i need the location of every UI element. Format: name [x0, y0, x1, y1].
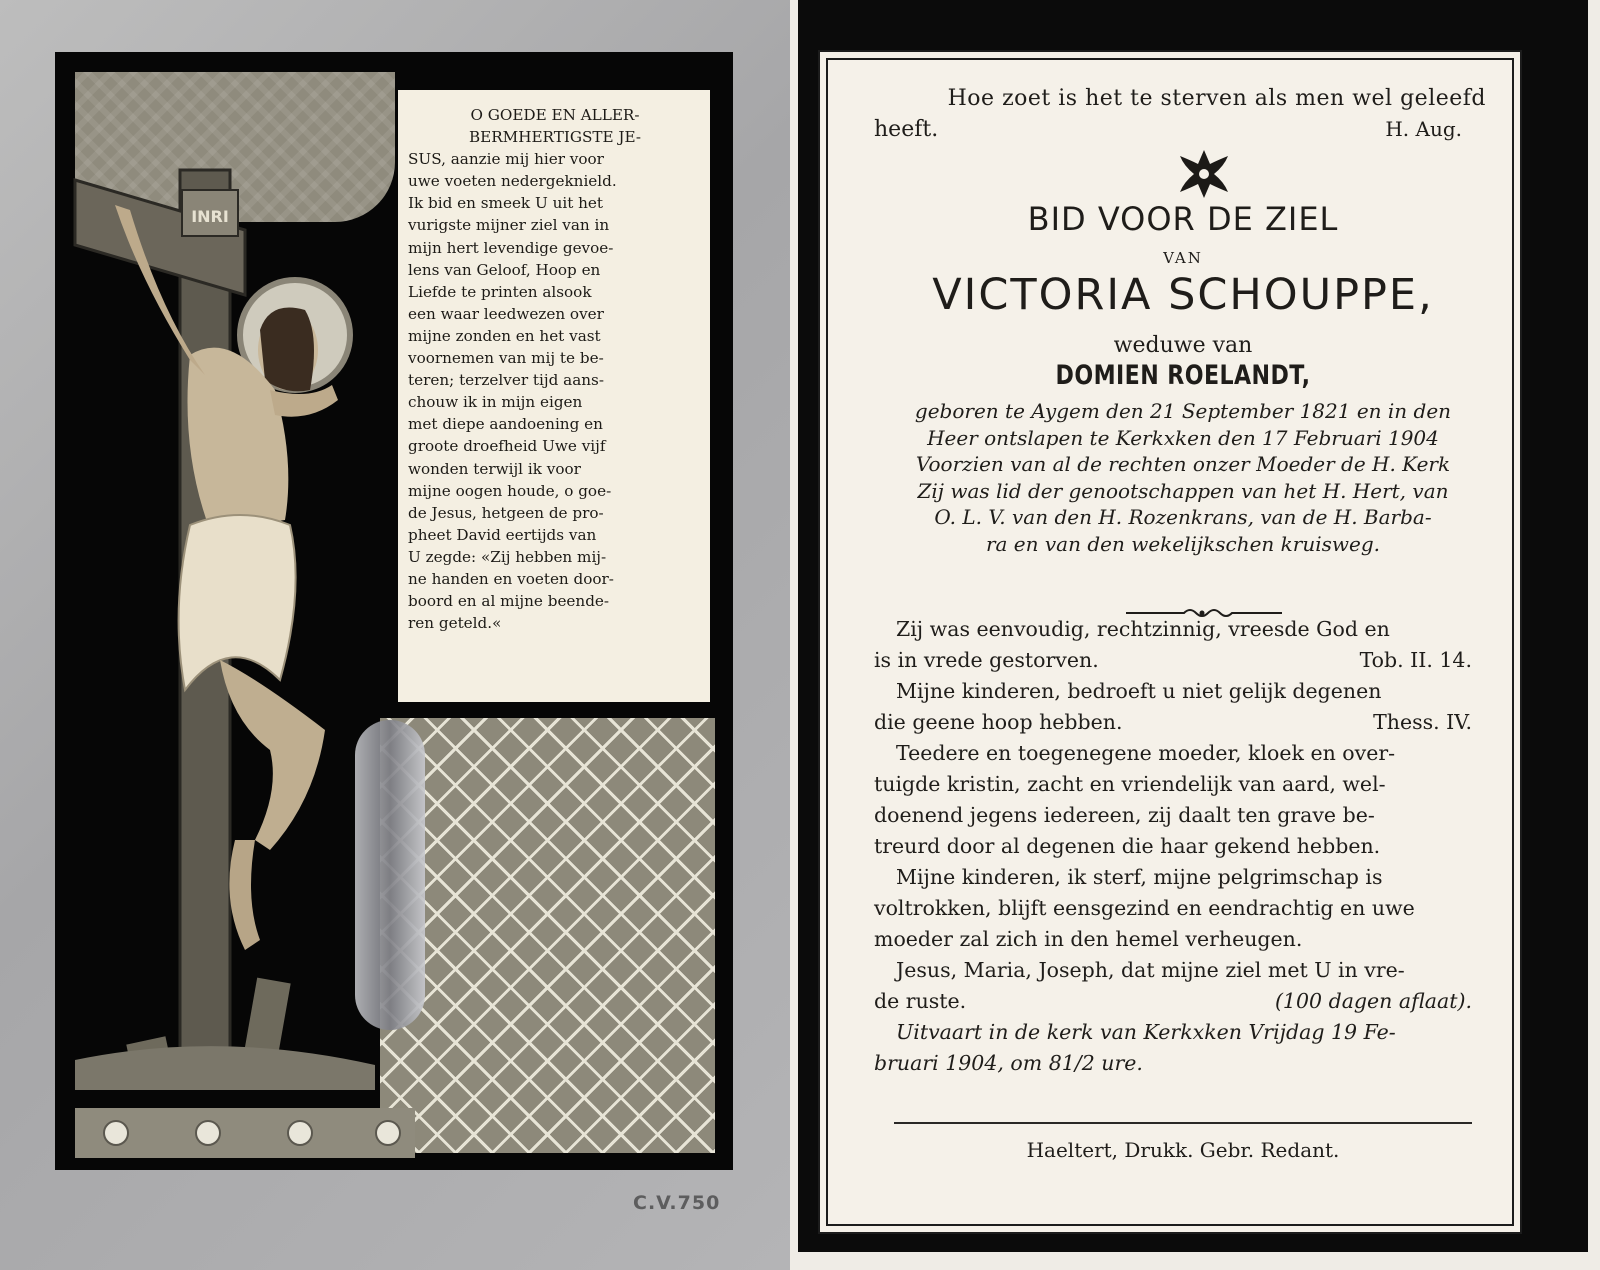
verse-line: Teedere en toegenegene moeder, kloek en over- — [896, 741, 1396, 765]
deceased-name: VICTORIA SCHOUPPE, — [932, 270, 1434, 320]
inri-plaque-text: INRI — [191, 207, 229, 226]
verse-line: moeder zal zich in den hemel verheugen. — [874, 927, 1303, 951]
prayer-text-box — [398, 90, 710, 702]
verse-line: treurd door al degenen die haar gekend hebben. — [874, 834, 1381, 858]
prayer-line: wonden terwijl ik voor — [408, 459, 581, 478]
prayer-line: mijne zonden en het vast — [408, 326, 601, 345]
prayer-line: de Jesus, hetgeen de pro- — [408, 503, 604, 522]
biography — [866, 398, 1500, 557]
verse-line: Mijne kinderen, bedroeft u niet gelijk degenen — [896, 679, 1382, 703]
epigraph-line: Hoe zoet is het te sterven als men wel geleefd — [947, 86, 1486, 111]
prayer-line: mijn hert levendige gevoe- — [408, 238, 614, 257]
prayer-line: uwe voeten nedergeknield. — [408, 172, 617, 191]
prayer-line: Liefde te printen alsook — [408, 282, 592, 301]
bio-line: Voorzien van al de rechten onzer Moeder de H. Kerk — [915, 452, 1451, 476]
prayer-line: lens van Geloof, Hoop en — [408, 260, 601, 279]
epigraph — [874, 83, 1492, 145]
bio-line: Heer ontslapen te Kerkxken den 17 Februari 1904 — [927, 425, 1439, 450]
verse-line: voltrokken, blijft eensgezind en eendrachtig en uwe — [874, 896, 1415, 920]
heading-van: VAN — [1163, 249, 1203, 267]
cross-pattee-icon — [1178, 148, 1230, 200]
prayer-line: ne handen en voeten door- — [408, 569, 614, 588]
verse-line: Zij was eenvoudig, rechtzinnig, vreesde God en — [896, 617, 1390, 641]
epigraph-attribution: H. Aug. — [1385, 117, 1462, 141]
verse-reference: Thess. IV. — [1373, 710, 1472, 734]
verse-reference: Tob. II. 14. — [1359, 648, 1472, 672]
printer-credit: Haeltert, Drukk. Gebr. Redant. — [1026, 1138, 1340, 1162]
verse-line: doenend jegens iedereen, zij daalt ten grave be- — [874, 803, 1375, 827]
spouse-name: DOMIEN ROELANDT, — [1055, 360, 1311, 391]
epigraph-line: heeft. — [874, 117, 939, 142]
prayer-line: U zegde: «Zij hebben mij- — [408, 547, 607, 566]
prayer-line: teren; terzelver tijd aans- — [408, 371, 604, 390]
widow-of: weduwe van — [1113, 333, 1253, 358]
prayer-line: BERMHERTIGSTE JE- — [468, 128, 642, 147]
verse-line: is in vrede gestorven. — [874, 648, 1099, 672]
lattice-ornament — [380, 718, 715, 1153]
prayer-line: voornemen van mij te be- — [408, 349, 604, 368]
verse-line: Jesus, Maria, Joseph, dat mijne ziel met U in vre- — [896, 958, 1405, 982]
heading-pray-for-soul: BID VOOR DE ZIEL — [1027, 200, 1339, 238]
bottom-rule — [894, 1122, 1472, 1124]
funeral-line: bruari 1904, om 81/2 ure. — [874, 1051, 1143, 1075]
prayer-line: chouw ik in mijn eigen — [408, 393, 583, 412]
prayer-line: mijne oogen houde, o goe- — [408, 481, 612, 500]
floral-border-strip — [75, 1108, 415, 1158]
left-card-front — [0, 0, 795, 1270]
prayer-line: ren geteld.« — [408, 614, 502, 633]
bio-line: ra en van den wekelijkschen kruisweg. — [985, 531, 1381, 556]
verse-line: die geene hoop hebben. — [874, 710, 1123, 734]
prayer-line: groote droefheid Uwe vijf — [408, 437, 606, 456]
prayer-line: Ik bid en smeek U uit het — [408, 194, 604, 213]
crucifix-illustration — [70, 160, 380, 1090]
prayer-line: O GOEDE EN ALLER- — [470, 106, 640, 124]
prayer-line: SUS, aanzie mij hier voor — [408, 150, 604, 169]
funeral-line: Uitvaart in de kerk van Kerkxken Vrijdag 19 Fe- — [896, 1020, 1396, 1044]
prayer-line: boord en al mijne beende- — [408, 592, 610, 611]
bio-line: geboren te Aygem den 21 September 1821 en in den — [914, 399, 1452, 423]
bio-line: Zij was lid der genootschappen van het H. Hert, van — [917, 478, 1449, 503]
prayer-line: met diepe aandoening en — [408, 415, 603, 434]
indulgence-note: (100 dagen aflaat). — [1274, 989, 1472, 1013]
prayer-line: een waar leedwezen over — [408, 304, 604, 323]
bio-line: O. L. V. van den H. Rozenkrans, van de H. Barba- — [934, 505, 1432, 529]
verse-line: de ruste. — [874, 989, 967, 1013]
catalog-code: C.V.750 — [633, 1192, 721, 1214]
verse-line: tuigde kristin, zacht en vriendelijk van aard, wel- — [874, 772, 1386, 796]
verses-block — [874, 614, 1492, 1079]
prayer-line: pheet David eertijds van — [408, 525, 597, 544]
prayer-line: vurigste mijner ziel van in — [408, 216, 610, 235]
verse-line: Mijne kinderen, ik sterf, mijne pelgrimschap is — [896, 865, 1383, 889]
